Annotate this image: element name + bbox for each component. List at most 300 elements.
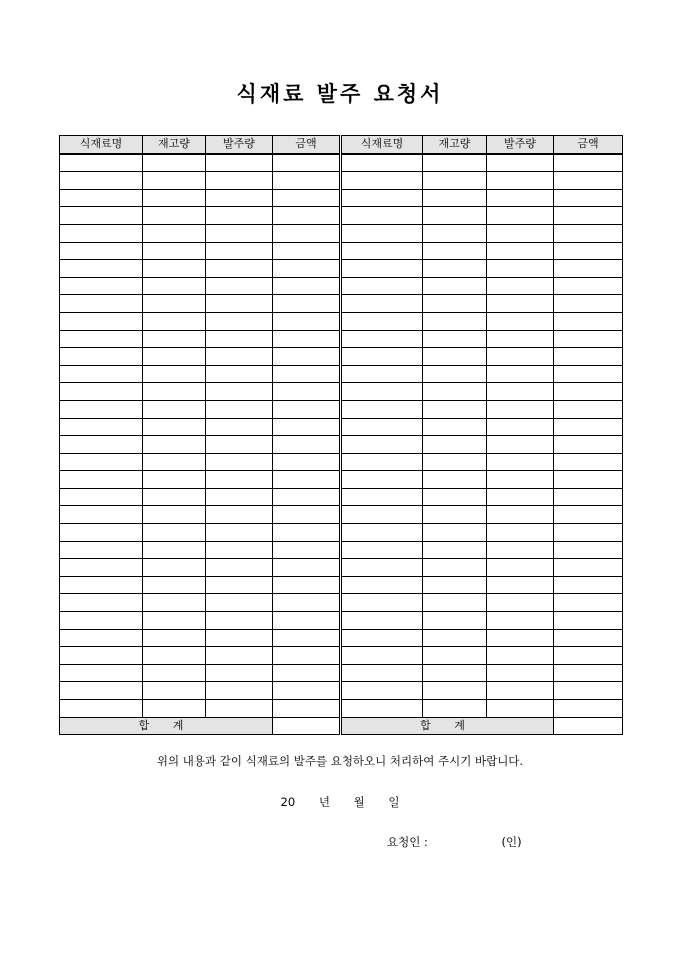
table-row [60, 348, 623, 366]
table-cell[interactable] [60, 629, 143, 647]
table-cell[interactable] [487, 647, 554, 665]
table-cell[interactable] [273, 541, 341, 559]
table-cell[interactable] [143, 453, 206, 471]
table-cell[interactable] [554, 365, 623, 383]
table-cell[interactable] [60, 207, 143, 225]
table-cell[interactable] [143, 524, 206, 542]
table-cell[interactable] [206, 400, 273, 418]
table-cell[interactable] [60, 559, 143, 577]
table-row [60, 541, 623, 559]
table-cell[interactable] [206, 647, 273, 665]
table-cell[interactable] [341, 172, 423, 190]
table-row [60, 488, 623, 506]
table-cell[interactable] [60, 488, 143, 506]
table-cell[interactable] [554, 524, 623, 542]
table-cell[interactable] [143, 207, 206, 225]
table-cell[interactable] [341, 664, 423, 682]
table-cell[interactable] [60, 400, 143, 418]
table-cell[interactable] [554, 260, 623, 278]
table-cell[interactable] [423, 436, 487, 454]
table-cell[interactable] [487, 224, 554, 242]
table-cell[interactable] [143, 400, 206, 418]
table-cell[interactable] [143, 348, 206, 366]
table-cell[interactable] [487, 172, 554, 190]
table-cell[interactable] [206, 224, 273, 242]
table-cell[interactable] [423, 242, 487, 260]
table-row [60, 312, 623, 330]
table-cell[interactable] [487, 295, 554, 313]
table-cell[interactable] [423, 330, 487, 348]
table-cell[interactable] [341, 242, 423, 260]
table-cell[interactable] [273, 400, 341, 418]
table-cell[interactable] [143, 224, 206, 242]
table-cell[interactable] [143, 559, 206, 577]
table-cell[interactable] [487, 506, 554, 524]
table-cell[interactable] [554, 700, 623, 718]
table-cell[interactable] [143, 612, 206, 630]
table-cell[interactable] [487, 330, 554, 348]
table-row [60, 700, 623, 718]
table-row [60, 682, 623, 700]
table-cell[interactable] [487, 365, 554, 383]
table-cell[interactable] [423, 260, 487, 278]
table-cell[interactable] [423, 541, 487, 559]
table-cell[interactable] [60, 524, 143, 542]
table-cell[interactable] [554, 453, 623, 471]
table-cell[interactable] [60, 700, 143, 718]
table-cell[interactable] [60, 312, 143, 330]
table-row [60, 471, 623, 489]
table-cell[interactable] [341, 647, 423, 665]
table-cell[interactable] [206, 295, 273, 313]
table-cell[interactable] [143, 383, 206, 401]
table-cell[interactable] [273, 365, 341, 383]
table-cell[interactable] [60, 295, 143, 313]
table-row [60, 436, 623, 454]
table-cell[interactable] [273, 576, 341, 594]
table-row [60, 629, 623, 647]
table-cell[interactable] [341, 436, 423, 454]
table-cell[interactable] [341, 277, 423, 295]
table-row [60, 330, 623, 348]
table-cell[interactable] [423, 224, 487, 242]
table-cell[interactable] [273, 700, 341, 718]
table-cell[interactable] [60, 471, 143, 489]
header-ingredient-name-right: 식재료명 [341, 136, 423, 154]
total-label-right: 합 계 [341, 717, 554, 735]
table-cell[interactable] [423, 506, 487, 524]
table-row [60, 524, 623, 542]
table-cell[interactable] [273, 682, 341, 700]
table-cell[interactable] [60, 453, 143, 471]
table-cell[interactable] [143, 295, 206, 313]
table-cell[interactable] [206, 559, 273, 577]
table-cell[interactable] [423, 471, 487, 489]
table-row [60, 154, 623, 172]
table-cell[interactable] [60, 383, 143, 401]
table-row [60, 647, 623, 665]
table-cell[interactable] [273, 242, 341, 260]
table-cell[interactable] [206, 594, 273, 612]
table-cell[interactable] [487, 418, 554, 436]
table-cell[interactable] [487, 471, 554, 489]
header-amount-right: 금액 [554, 136, 623, 154]
table-cell[interactable] [423, 154, 487, 172]
table-cell[interactable] [487, 400, 554, 418]
table-cell[interactable] [206, 242, 273, 260]
table-cell[interactable] [60, 647, 143, 665]
table-cell[interactable] [423, 612, 487, 630]
table-cell[interactable] [487, 664, 554, 682]
table-cell[interactable] [554, 506, 623, 524]
table-cell[interactable] [60, 594, 143, 612]
table-cell[interactable] [273, 629, 341, 647]
table-cell[interactable] [554, 612, 623, 630]
table-cell[interactable] [273, 189, 341, 207]
table-cell[interactable] [273, 260, 341, 278]
requester-label: 요청인 : [387, 835, 428, 849]
table-cell[interactable] [423, 576, 487, 594]
table-cell[interactable] [341, 400, 423, 418]
table-cell[interactable] [341, 224, 423, 242]
table-cell[interactable] [273, 559, 341, 577]
table-cell[interactable] [273, 207, 341, 225]
table-cell[interactable] [341, 576, 423, 594]
total-amount-right-cell[interactable] [554, 717, 623, 735]
table-cell[interactable] [143, 594, 206, 612]
table-row [60, 453, 623, 471]
table-cell[interactable] [206, 471, 273, 489]
table-cell[interactable] [487, 594, 554, 612]
header-stock-left: 재고량 [143, 136, 206, 154]
table-row [60, 189, 623, 207]
table-cell[interactable] [206, 629, 273, 647]
table-row [60, 594, 623, 612]
table-cell[interactable] [206, 506, 273, 524]
table-cell[interactable] [273, 664, 341, 682]
table-cell[interactable] [554, 224, 623, 242]
table-cell[interactable] [341, 629, 423, 647]
table-cell[interactable] [554, 172, 623, 190]
table-cell[interactable] [341, 295, 423, 313]
table-cell[interactable] [341, 506, 423, 524]
table-cell[interactable] [554, 242, 623, 260]
table-cell[interactable] [273, 488, 341, 506]
table-cell[interactable] [206, 524, 273, 542]
table-cell[interactable] [60, 277, 143, 295]
table-cell[interactable] [554, 436, 623, 454]
table-cell[interactable] [487, 277, 554, 295]
table-cell[interactable] [554, 330, 623, 348]
table-cell[interactable] [143, 312, 206, 330]
table-cell[interactable] [554, 400, 623, 418]
table-cell[interactable] [423, 295, 487, 313]
table-cell[interactable] [143, 418, 206, 436]
table-cell[interactable] [273, 348, 341, 366]
table-cell[interactable] [143, 629, 206, 647]
table-cell[interactable] [206, 207, 273, 225]
table-cell[interactable] [423, 488, 487, 506]
table-cell[interactable] [206, 612, 273, 630]
table-cell[interactable] [341, 348, 423, 366]
table-cell[interactable] [206, 189, 273, 207]
table-cell[interactable] [273, 453, 341, 471]
table-cell[interactable] [487, 612, 554, 630]
table-cell[interactable] [554, 629, 623, 647]
table-cell[interactable] [206, 365, 273, 383]
table-cell[interactable] [206, 418, 273, 436]
seal-label: (인) [501, 835, 522, 849]
table-cell[interactable] [273, 594, 341, 612]
table-cell[interactable] [554, 418, 623, 436]
table-cell[interactable] [341, 700, 423, 718]
table-cell[interactable] [487, 207, 554, 225]
table-cell[interactable] [60, 260, 143, 278]
table-cell[interactable] [341, 365, 423, 383]
table-cell[interactable] [423, 647, 487, 665]
table-cell[interactable] [60, 348, 143, 366]
table-cell[interactable] [60, 682, 143, 700]
table-cell[interactable] [273, 418, 341, 436]
table-cell[interactable] [206, 330, 273, 348]
table-cell[interactable] [206, 312, 273, 330]
table-cell[interactable] [341, 682, 423, 700]
table-cell[interactable] [423, 682, 487, 700]
table-cell[interactable] [60, 576, 143, 594]
table-cell[interactable] [273, 471, 341, 489]
table-cell[interactable] [143, 242, 206, 260]
table-row [60, 207, 623, 225]
table-cell[interactable] [341, 189, 423, 207]
table-cell[interactable] [143, 277, 206, 295]
table-cell[interactable] [423, 172, 487, 190]
table-cell[interactable] [143, 700, 206, 718]
order-table [59, 135, 623, 735]
table-cell[interactable] [423, 400, 487, 418]
table-cell[interactable] [423, 312, 487, 330]
table-cell[interactable] [487, 436, 554, 454]
table-cell[interactable] [487, 682, 554, 700]
table-cell[interactable] [487, 348, 554, 366]
table-cell[interactable] [206, 348, 273, 366]
table-cell[interactable] [143, 154, 206, 172]
table-cell[interactable] [60, 365, 143, 383]
table-cell[interactable] [487, 576, 554, 594]
table-cell[interactable] [206, 682, 273, 700]
table-cell[interactable] [273, 330, 341, 348]
table-cell[interactable] [143, 172, 206, 190]
table-cell[interactable] [273, 383, 341, 401]
table-cell[interactable] [554, 488, 623, 506]
table-row [60, 400, 623, 418]
table-cell[interactable] [273, 224, 341, 242]
table-cell[interactable] [60, 506, 143, 524]
table-cell[interactable] [487, 559, 554, 577]
table-cell[interactable] [554, 348, 623, 366]
table-cell[interactable] [341, 383, 423, 401]
table-cell[interactable] [206, 700, 273, 718]
table-cell[interactable] [487, 700, 554, 718]
table-cell[interactable] [60, 436, 143, 454]
table-cell[interactable] [143, 682, 206, 700]
table-cell[interactable] [423, 365, 487, 383]
table-cell[interactable] [487, 312, 554, 330]
table-cell[interactable] [423, 348, 487, 366]
table-row [60, 506, 623, 524]
table-cell[interactable] [423, 453, 487, 471]
table-cell[interactable] [206, 154, 273, 172]
table-cell[interactable] [143, 365, 206, 383]
header-order-qty-left: 발주량 [206, 136, 273, 154]
table-cell[interactable] [273, 436, 341, 454]
table-cell[interactable] [423, 629, 487, 647]
table-row [60, 383, 623, 401]
table-cell[interactable] [554, 295, 623, 313]
table-cell[interactable] [554, 312, 623, 330]
table-cell[interactable] [423, 594, 487, 612]
table-cell[interactable] [423, 383, 487, 401]
table-cell[interactable] [487, 629, 554, 647]
table-cell[interactable] [341, 541, 423, 559]
table-cell[interactable] [273, 524, 341, 542]
table-cell[interactable] [554, 594, 623, 612]
table-cell[interactable] [206, 260, 273, 278]
table-cell[interactable] [60, 172, 143, 190]
table-cell[interactable] [423, 559, 487, 577]
table-cell[interactable] [341, 207, 423, 225]
table-cell[interactable] [273, 647, 341, 665]
table-cell[interactable] [143, 647, 206, 665]
table-cell[interactable] [341, 418, 423, 436]
table-row [60, 242, 623, 260]
table-cell[interactable] [273, 506, 341, 524]
table-cell[interactable] [341, 471, 423, 489]
header-amount-left: 금액 [273, 136, 341, 154]
table-cell[interactable] [143, 664, 206, 682]
table-row [60, 664, 623, 682]
table-cell[interactable] [60, 242, 143, 260]
table-cell[interactable] [487, 524, 554, 542]
table-cell[interactable] [423, 277, 487, 295]
table-cell[interactable] [143, 488, 206, 506]
document-title: 식재료 발주 요청서 [236, 81, 444, 106]
table-cell[interactable] [487, 242, 554, 260]
table-cell[interactable] [206, 436, 273, 454]
table-cell[interactable] [60, 612, 143, 630]
table-cell[interactable] [341, 154, 423, 172]
table-cell[interactable] [554, 541, 623, 559]
table-row [60, 260, 623, 278]
table-cell[interactable] [143, 436, 206, 454]
table-cell[interactable] [487, 488, 554, 506]
table-cell[interactable] [206, 453, 273, 471]
table-cell[interactable] [341, 594, 423, 612]
table-cell[interactable] [143, 330, 206, 348]
table-cell[interactable] [273, 277, 341, 295]
table-cell[interactable] [423, 207, 487, 225]
table-cell[interactable] [487, 453, 554, 471]
table-cell[interactable] [341, 453, 423, 471]
table-cell[interactable] [341, 312, 423, 330]
table-cell[interactable] [206, 277, 273, 295]
header-stock-right: 재고량 [423, 136, 487, 154]
table-cell[interactable] [206, 541, 273, 559]
table-cell[interactable] [143, 471, 206, 489]
table-cell[interactable] [273, 154, 341, 172]
table-cell[interactable] [60, 189, 143, 207]
total-amount-left-cell[interactable] [273, 717, 341, 735]
table-cell[interactable] [487, 383, 554, 401]
table-cell[interactable] [487, 189, 554, 207]
table-cell[interactable] [487, 541, 554, 559]
table-cell[interactable] [341, 524, 423, 542]
table-cell[interactable] [206, 576, 273, 594]
table-cell[interactable] [554, 189, 623, 207]
table-cell[interactable] [423, 418, 487, 436]
table-cell[interactable] [143, 576, 206, 594]
table-cell[interactable] [273, 172, 341, 190]
table-cell[interactable] [60, 154, 143, 172]
table-row [60, 418, 623, 436]
table-cell[interactable] [554, 277, 623, 295]
table-cell[interactable] [554, 471, 623, 489]
table-cell[interactable] [143, 541, 206, 559]
table-cell[interactable] [423, 664, 487, 682]
table-cell[interactable] [143, 260, 206, 278]
table-row [60, 576, 623, 594]
table-cell[interactable] [423, 700, 487, 718]
table-cell[interactable] [554, 664, 623, 682]
table-cell[interactable] [60, 664, 143, 682]
table-cell[interactable] [341, 260, 423, 278]
header-ingredient-name-left: 식재료명 [60, 136, 143, 154]
table-cell[interactable] [143, 506, 206, 524]
table-cell[interactable] [554, 576, 623, 594]
table-cell[interactable] [554, 559, 623, 577]
table-cell[interactable] [206, 172, 273, 190]
table-cell[interactable] [554, 647, 623, 665]
table-cell[interactable] [206, 664, 273, 682]
table-cell[interactable] [423, 524, 487, 542]
table-cell[interactable] [273, 295, 341, 313]
table-cell[interactable] [423, 189, 487, 207]
table-cell[interactable] [206, 488, 273, 506]
table-row [60, 295, 623, 313]
table-cell[interactable] [554, 154, 623, 172]
table-body [60, 154, 623, 718]
table-cell[interactable] [341, 612, 423, 630]
table-cell[interactable] [341, 330, 423, 348]
request-statement: 위의 내용과 같이 식재료의 발주를 요청하오니 처리하여 주시기 바랍니다. [156, 754, 524, 768]
table-cell[interactable] [60, 330, 143, 348]
table-cell[interactable] [143, 189, 206, 207]
table-cell[interactable] [206, 383, 273, 401]
table-cell[interactable] [60, 418, 143, 436]
table-cell[interactable] [60, 541, 143, 559]
table-row [60, 365, 623, 383]
table-cell[interactable] [341, 559, 423, 577]
table-cell[interactable] [273, 612, 341, 630]
table-cell[interactable] [554, 207, 623, 225]
table-cell[interactable] [554, 682, 623, 700]
table-row [60, 612, 623, 630]
table-cell[interactable] [487, 154, 554, 172]
table-cell[interactable] [273, 312, 341, 330]
table-cell[interactable] [487, 260, 554, 278]
table-cell[interactable] [554, 383, 623, 401]
table-cell[interactable] [341, 488, 423, 506]
table-cell[interactable] [60, 224, 143, 242]
